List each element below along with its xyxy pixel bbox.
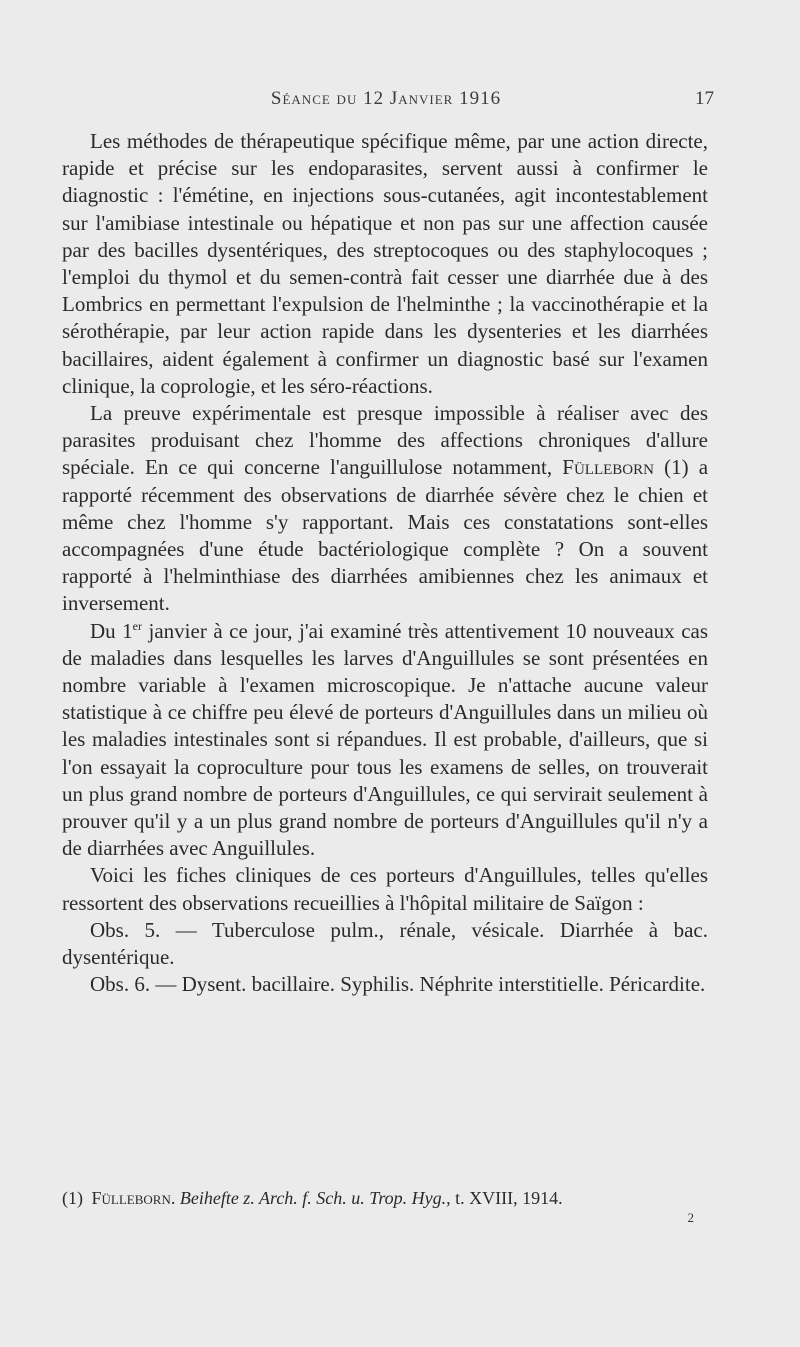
paragraph-experimental-proof — [62, 400, 708, 618]
ordinal-superscript: er — [132, 618, 142, 633]
author-name: Fülleborn — [562, 455, 654, 480]
paragraph-text: janvier à ce jour, j'ai examiné très attentivement 10 nouveaux cas de maladies dans lesquelles les larves d'Anguillules se sont présentées en nombre variable à l'examen microscopique. Je n'attache aucune valeur statistique à ce chiffre peu élevé de porteurs d'Anguillules dans un milieu où les maladies intestinales sont si répandues. Il est probable, d'ailleurs, que si l'on essayait la coproculture pour tous les examens de selles, on trouverait un plus grand nombre de porteurs d'Anguillules, ce qui servirait seulement à prouver qu'il y a un plus grand nombre de porteurs d'Anguillules qu'il n'y a de diarrhées avec Anguillules. — [62, 618, 709, 861]
footnote — [62, 1186, 708, 1210]
running-title: Séance du 12 Janvier 1916 — [270, 88, 502, 109]
footnote-author: Fülleborn. — [91, 1188, 176, 1208]
paragraph-new-cases — [62, 618, 708, 863]
paragraph-text: Du 1 — [90, 618, 133, 643]
observation-6: Obs. 6. — Dysent. bacillaire. Syphilis. Néphrite interstitielle. Péricardite. — [90, 972, 706, 997]
paragraph-therapeutics: Les méthodes de thérapeutique spécifique même, par une action directe, rapide et précise sur les endoparasites, servent aussi à confirmer le diagnostic : l'émétine, en injections sous-cutanées, agit incontestablement sur l'amibiase intestinale ou hépatique et non pas sur une affection causée par des bacilles dysentériques, des streptocoques ou des staphylocoques ; l'emploi du thymol et du semen-contrà fait cesser une diarrhée due à des Lombrics en permettant l'expulsion de l'helminthe ; la vaccinothérapie et la sérothérapie, par leur action rapide dans les dysenteries et les diarrhées bacillaires, aident également à confirmer un diagnostic basé sur l'examen clinique, la coprologie, et les séro-réactions. — [62, 129, 708, 398]
printer-signature-mark: 2 — [687, 1210, 694, 1225]
footnote-journal: Beihefte z. Arch. f. Sch. u. Trop. Hyg., — [179, 1188, 451, 1208]
page-number: 17 — [695, 88, 714, 109]
paragraph-clinical-records: Voici les fiches cliniques de ces porteurs d'Anguillules, telles qu'elles ressortent des observations recueillies à l'hôpital militaire de Saïgon : — [62, 863, 708, 915]
footnote-details: t. XVIII, 1914. — [455, 1188, 563, 1208]
paragraph-text: (1) a rapporté récemment des observations de diarrhée sévère chez le chien et même chez l'homme s'y rapportant. Mais ces constatations sont-elles accompagnées d'une étude bactériologique complète ? On a souvent rapporté à l'helminthiase des diarrhées amibiennes chez les animaux et inversement. — [62, 455, 709, 616]
body-text — [62, 128, 708, 999]
observation-5: Obs. 5. — Tuberculose pulm., rénale, vésicale. Diarrhée à bac. dysentérique. — [62, 917, 708, 970]
footnote-ref: (1) — [62, 1188, 83, 1208]
page-header — [62, 88, 714, 118]
paragraph-text: La preuve expérimentale est presque impossible à réaliser avec des parasites produisant chez l'homme des affections chroniques d'allure spéciale. En ce qui concerne l'anguillulose notamment, — [62, 401, 708, 480]
